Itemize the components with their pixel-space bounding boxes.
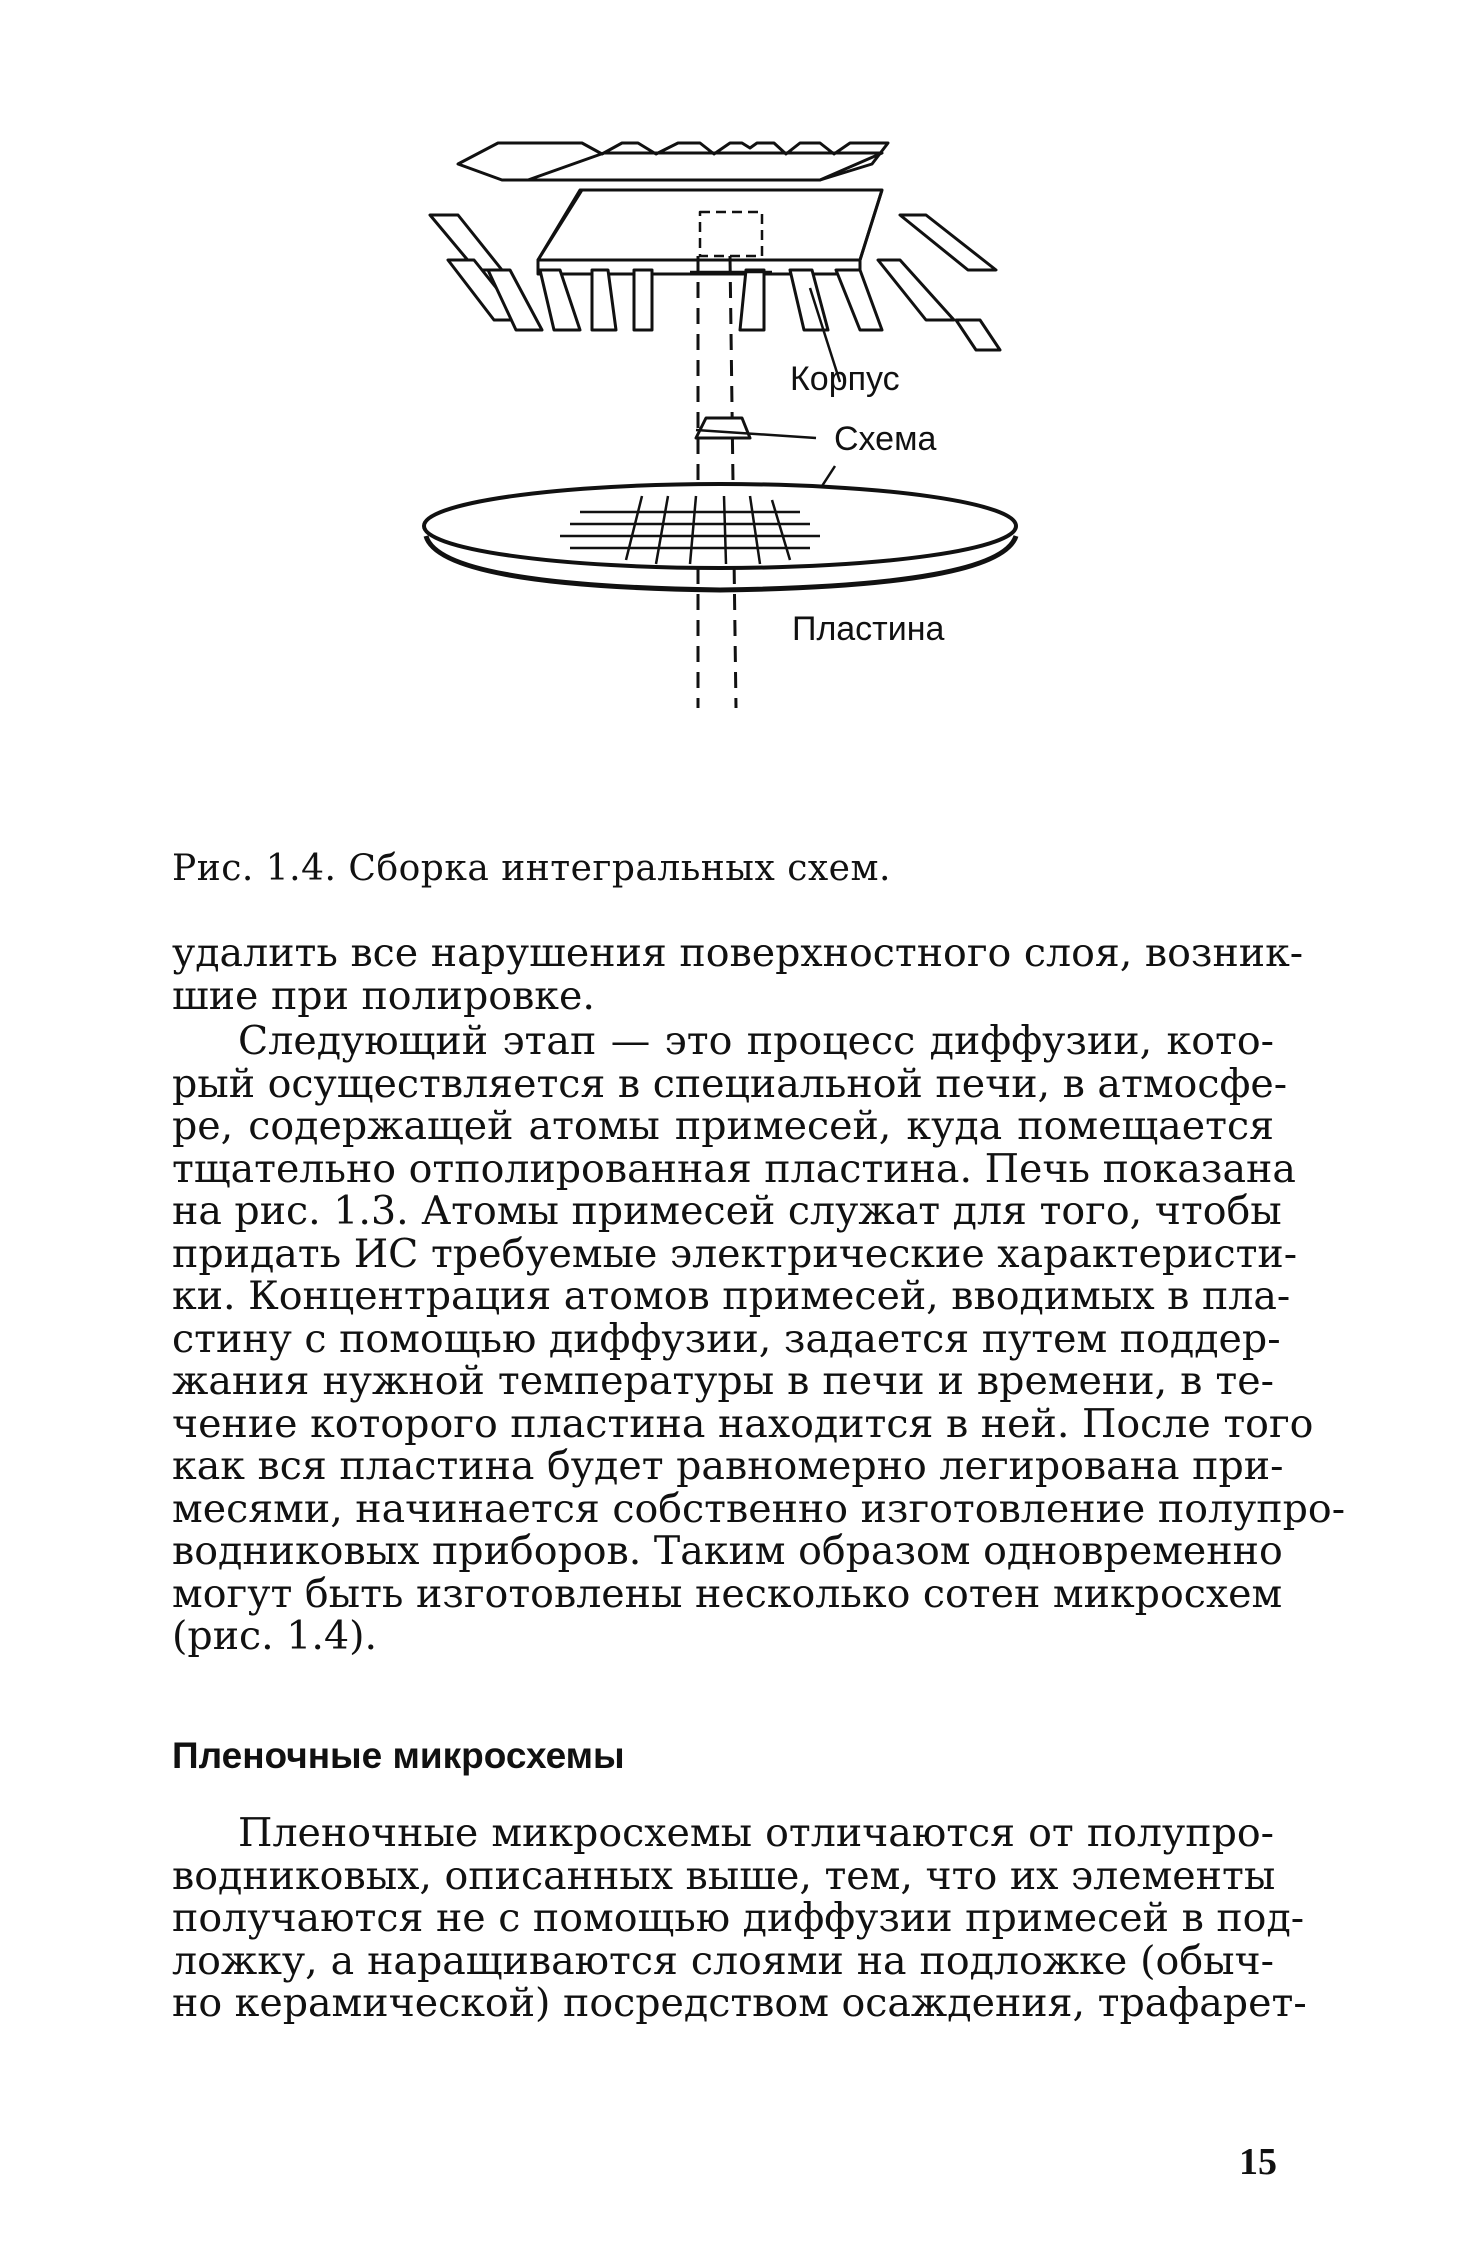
text-line: водниковых приборов. Таким образом одновременно xyxy=(172,1528,1283,1574)
paragraph-3 xyxy=(172,1810,1307,2026)
text-line: (рис. 1.4). xyxy=(172,1613,378,1659)
label-circuit: Схема xyxy=(834,420,937,458)
text-line: шие при полировке. xyxy=(172,972,595,1019)
text-line: ре, содержащей атомы примесей, куда помещается xyxy=(172,1103,1274,1149)
section-heading: Пленочные микросхемы xyxy=(172,1735,625,1776)
text-line: как вся пластина будет равномерно легирована при- xyxy=(172,1443,1284,1489)
text-line: придать ИС требуемые электрические характеристи- xyxy=(172,1230,1298,1277)
page-number: 15 xyxy=(1239,2141,1277,2183)
figure-ic-assembly xyxy=(420,120,1050,840)
text-line: могут быть изготовлены несколько сотен микросхем xyxy=(172,1570,1283,1617)
text-line: удалить все нарушения поверхностного слоя, возник- xyxy=(172,930,1304,976)
text-line: стину с помощью диффузии, задается путем поддер- xyxy=(172,1315,1281,1362)
text-line: ки. Концентрация атомов примесей, вводимых в пла- xyxy=(172,1273,1291,1319)
text-line: ложку, а наращиваются слоями на подложке (обыч- xyxy=(172,1937,1274,1984)
paragraph-1 xyxy=(172,930,1304,1019)
text-line: тщательно отполированная пластина. Печь показана xyxy=(172,1145,1296,1192)
text-line: на рис. 1.3. Атомы примесей служат для того, чтобы xyxy=(172,1188,1282,1234)
text-line: чение которого пластина находится в ней. После того xyxy=(172,1400,1314,1447)
text-line: Пленочные микросхемы отличаются от полупро- xyxy=(238,1810,1274,1856)
ic-assembly-diagram xyxy=(420,120,1050,840)
label-wafer: Пластина xyxy=(792,610,945,648)
text-line: водниковых, описанных выше, тем, что их элементы xyxy=(172,1852,1276,1899)
text-line: жания нужной температуры в печи и времени, в те- xyxy=(172,1358,1274,1404)
paragraph-2 xyxy=(172,1018,1346,1659)
figure-caption: Рис. 1.4. Сборка интегральных схем. xyxy=(172,848,891,889)
text-line: получаются не с помощью диффузии примесей в под- xyxy=(172,1895,1305,1941)
text-line: месями, начинается собственно изготовление полупро- xyxy=(172,1485,1346,1532)
text-line: Следующий этап — это процесс диффузии, кото- xyxy=(238,1018,1274,1064)
text-line: но керамической) посредством осаждения, трафарет- xyxy=(172,1980,1307,2026)
label-housing: Корпус xyxy=(790,360,900,398)
text-line: рый осуществляется в специальной печи, в атмосфе- xyxy=(172,1060,1288,1107)
